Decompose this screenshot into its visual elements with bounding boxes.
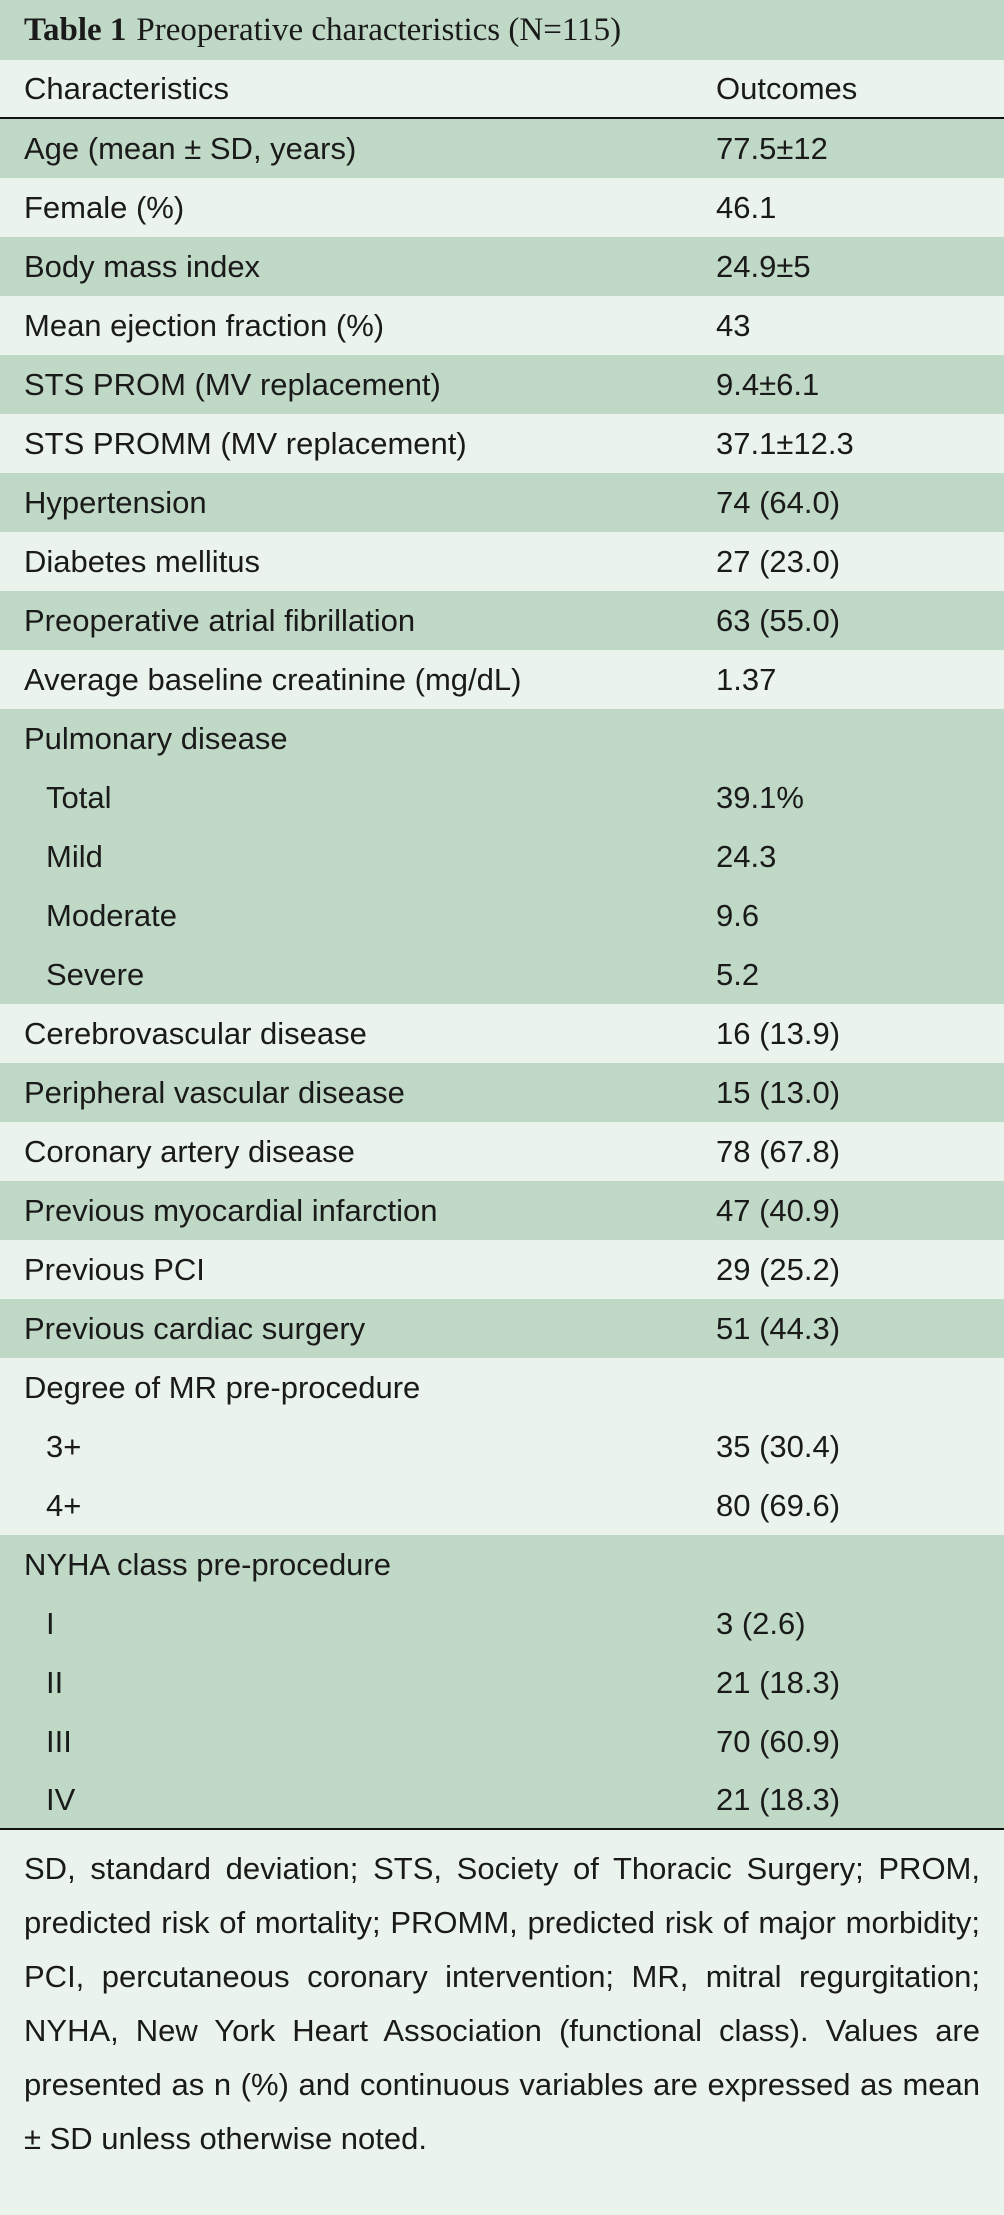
row-value: 21 (18.3): [716, 1781, 841, 1817]
table-header-row: [0, 60, 1004, 119]
row-value: 24.3: [716, 838, 777, 874]
row-value: 9.4±6.1: [716, 366, 820, 402]
row-value: 47 (40.9): [716, 1192, 841, 1228]
table-title-text: Preoperative characteristics (N=115): [136, 11, 622, 48]
table-title-label: Table 1: [24, 11, 127, 48]
row-value: 21 (18.3): [716, 1664, 841, 1700]
table-row: [0, 1063, 1004, 1122]
table-subrow: [0, 886, 1004, 945]
table-row: [0, 473, 1004, 532]
row-label: Hypertension: [24, 484, 207, 520]
row-value: 43: [716, 307, 751, 343]
row-value: 46.1: [716, 189, 777, 225]
row-value: 78 (67.8): [716, 1133, 841, 1169]
subrow-label: I: [46, 1605, 55, 1641]
subrow-label: 3+: [46, 1428, 82, 1464]
table-subrow: [0, 1771, 1004, 1830]
row-label: Female (%): [24, 189, 185, 225]
row-value: 37.1±12.3: [716, 425, 854, 461]
table-group-row: [0, 1535, 1004, 1594]
row-value: 16 (13.9): [716, 1015, 841, 1051]
subrow-label: Mild: [46, 838, 103, 874]
row-value: 5.2: [716, 956, 760, 992]
row-value: 63 (55.0): [716, 602, 841, 638]
group-label: Degree of MR pre-procedure: [24, 1369, 421, 1405]
subrow-label: II: [46, 1664, 64, 1700]
header-characteristics: Characteristics: [24, 70, 229, 106]
table-row: [0, 591, 1004, 650]
row-label: Previous cardiac surgery: [24, 1310, 366, 1346]
table-row: [0, 119, 1004, 178]
table-row: [0, 355, 1004, 414]
row-value: 39.1%: [716, 779, 804, 815]
table-row: [0, 1240, 1004, 1299]
row-value: 9.6: [716, 897, 760, 933]
header-outcomes: Outcomes: [716, 70, 858, 106]
row-value: 70 (60.9): [716, 1723, 841, 1759]
table-subrow: [0, 1712, 1004, 1771]
row-label: Previous PCI: [24, 1251, 205, 1287]
table-subrow: [0, 827, 1004, 886]
table-group-row: [0, 1358, 1004, 1417]
table-row: [0, 237, 1004, 296]
group-label: NYHA class pre-procedure: [24, 1546, 391, 1582]
row-value: 35 (30.4): [716, 1428, 841, 1464]
row-label: Peripheral vascular disease: [24, 1074, 405, 1110]
row-label: Coronary artery disease: [24, 1133, 355, 1169]
row-value: 3 (2.6): [716, 1605, 806, 1641]
subrow-label: Moderate: [46, 897, 177, 933]
row-value: 77.5±12: [716, 130, 828, 166]
table-row: [0, 650, 1004, 709]
table-row: [0, 178, 1004, 237]
row-label: Average baseline creatinine (mg/dL): [24, 661, 522, 697]
row-value: 29 (25.2): [716, 1251, 841, 1287]
table-group-row: [0, 709, 1004, 768]
table-row: [0, 1181, 1004, 1240]
table-row: [0, 1299, 1004, 1358]
row-label: Age (mean ± SD, years): [24, 130, 357, 166]
row-value: 24.9±5: [716, 248, 811, 284]
table-subrow: [0, 1417, 1004, 1476]
table-row: [0, 414, 1004, 473]
subrow-label: 4+: [46, 1487, 82, 1523]
subrow-label: Severe: [46, 956, 145, 992]
row-label: Mean ejection fraction (%): [24, 307, 385, 343]
table-row: [0, 532, 1004, 591]
table-title: [0, 0, 1004, 60]
table-subrow: [0, 1594, 1004, 1653]
subrow-label: Total: [46, 779, 112, 815]
characteristics-table: [0, 60, 1004, 1830]
table-row: [0, 1004, 1004, 1063]
table-row: [0, 296, 1004, 355]
row-value: 1.37: [716, 661, 777, 697]
row-label: STS PROM (MV replacement): [24, 366, 441, 402]
row-label: STS PROMM (MV replacement): [24, 425, 467, 461]
row-value: 80 (69.6): [716, 1487, 841, 1523]
row-label: Cerebrovascular disease: [24, 1015, 367, 1051]
table-subrow: [0, 1653, 1004, 1712]
row-value: 51 (44.3): [716, 1310, 841, 1346]
row-value: 27 (23.0): [716, 543, 841, 579]
row-value: 74 (64.0): [716, 484, 841, 520]
table-subrow: [0, 768, 1004, 827]
row-label: Preoperative atrial fibrillation: [24, 602, 416, 638]
group-label: Pulmonary disease: [24, 720, 288, 756]
row-label: Diabetes mellitus: [24, 543, 261, 579]
subrow-label: III: [46, 1723, 72, 1759]
row-value: 15 (13.0): [716, 1074, 841, 1110]
table-footnote: SD, standard deviation; STS, Society of Thoracic Surgery; PROM, predicted risk of mortality; PROMM, predicted risk of major morbidity; PCI, percutaneous coronary intervention; MR, mitral regurgitation; NYHA, New York Heart Association (functional class). Values are presented as n (%) and continuous variables are expressed as mean ± SD unless otherwise noted.: [24, 1851, 980, 2156]
table-subrow: [0, 945, 1004, 1004]
subrow-label: IV: [46, 1781, 76, 1817]
row-label: Previous myocardial infarction: [24, 1192, 438, 1228]
row-label: Body mass index: [24, 248, 261, 284]
table-subrow: [0, 1476, 1004, 1535]
table-row: [0, 1122, 1004, 1181]
